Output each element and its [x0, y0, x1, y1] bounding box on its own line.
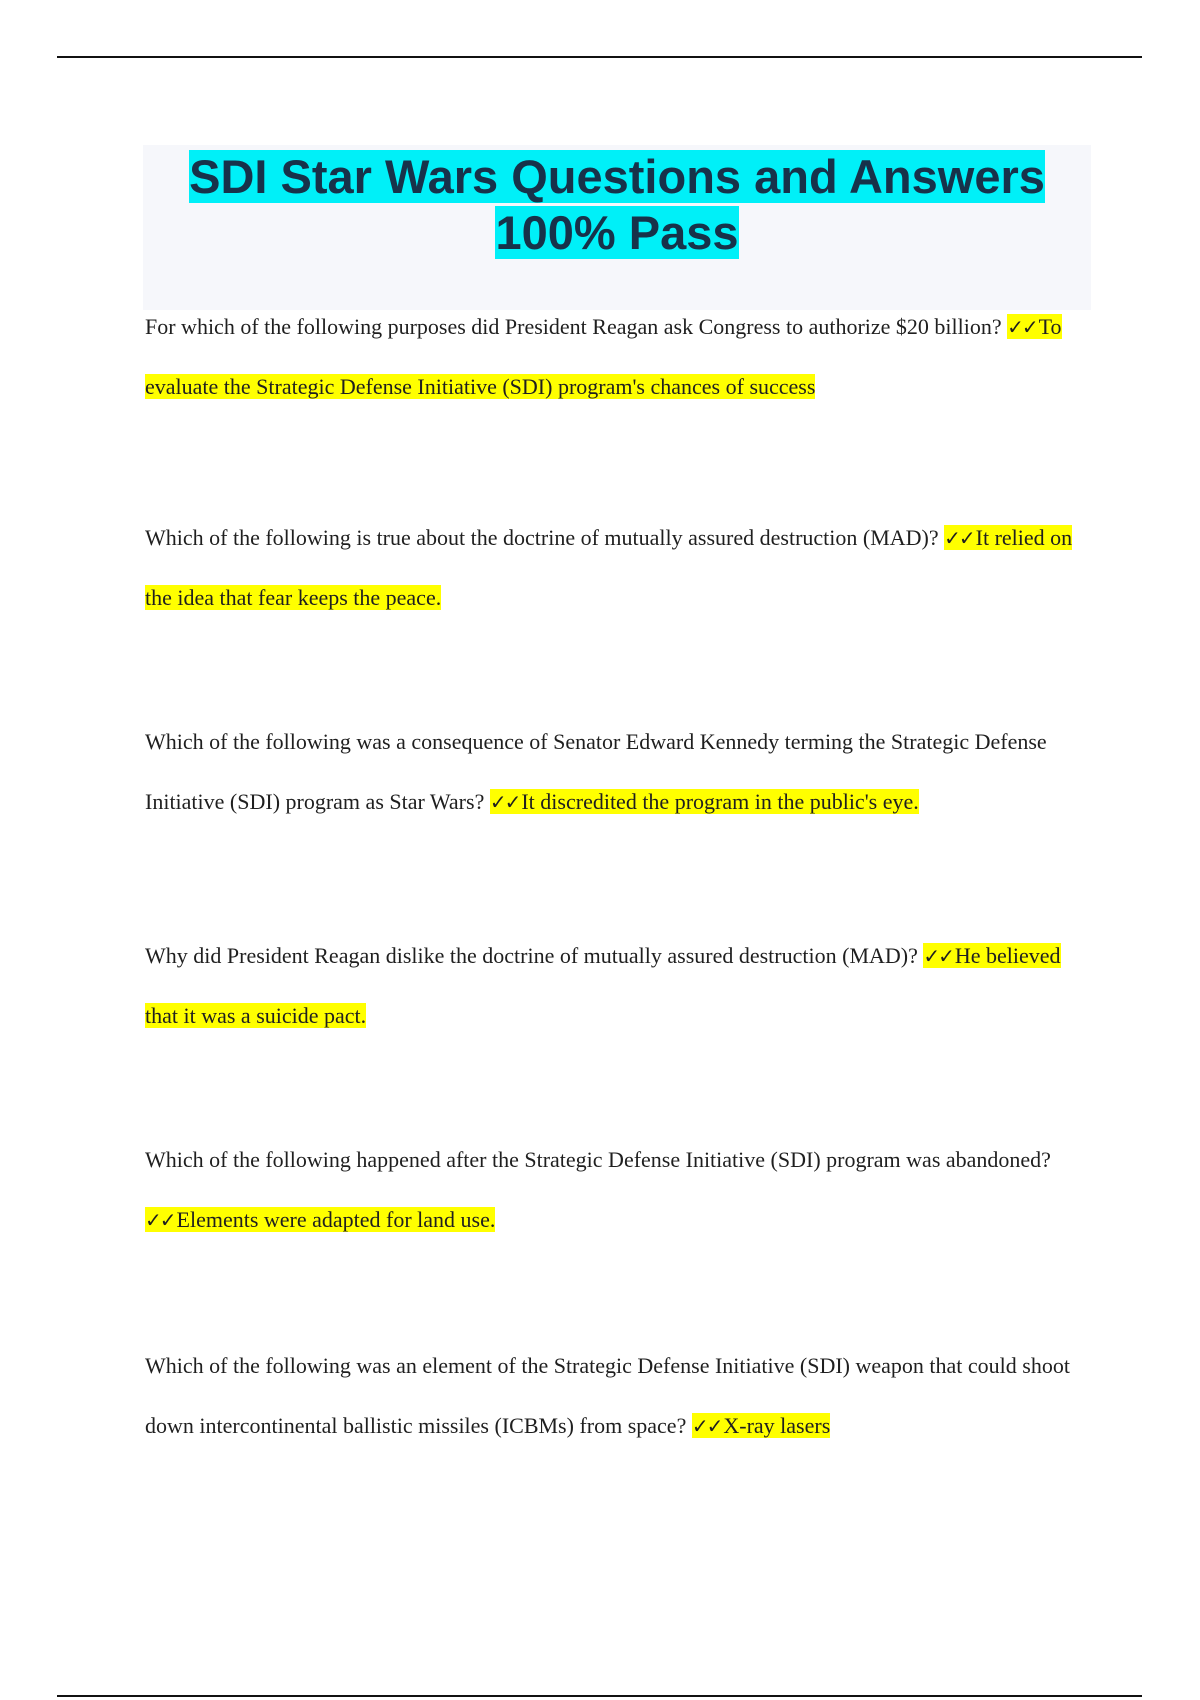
check-icon: ✓✓	[923, 944, 953, 968]
answer-text: ✓✓It relied on the idea that fear keeps the peace.	[145, 525, 1073, 610]
qa-item-5	[145, 1130, 1095, 1250]
title-line-2: 100% Pass	[495, 206, 739, 259]
question-text: Which of the following is true about the doctrine of mutually assured destruction (MAD)?	[145, 525, 939, 550]
bottom-rule	[57, 1695, 1142, 1697]
answer-text: ✓✓He believed that it was a suicide pact.	[145, 943, 1061, 1028]
qa-item-2	[145, 508, 1095, 628]
answer-text: ✓✓Elements were adapted for land use.	[145, 1207, 496, 1232]
check-icon: ✓✓	[691, 1414, 722, 1438]
answer-text: ✓✓It discredited the program in the public's eye.	[489, 789, 919, 814]
qa-item-3	[145, 712, 1095, 832]
title-block	[143, 145, 1091, 310]
qa-item-4	[145, 926, 1095, 1046]
question-text: Which of the following happened after the Strategic Defense Initiative (SDI) program was abandoned?	[145, 1147, 1051, 1172]
check-icon: ✓✓	[489, 790, 520, 814]
document-title	[143, 145, 1091, 261]
question-text: For which of the following purposes did President Reagan ask Congress to authorize $20 billion?	[145, 314, 1002, 339]
title-line-1: SDI Star Wars Questions and Answers	[189, 150, 1045, 203]
check-icon: ✓✓	[145, 1208, 175, 1232]
check-icon: ✓✓	[944, 526, 974, 550]
top-rule	[57, 56, 1142, 58]
qa-item-1	[145, 297, 1095, 417]
answer-text: ✓✓To evaluate the Strategic Defense Initiative (SDI) program's chances of success	[145, 314, 1062, 399]
qa-item-6	[145, 1336, 1095, 1456]
check-icon: ✓✓	[1007, 315, 1037, 339]
answer-text: ✓✓X-ray lasers	[691, 1413, 831, 1438]
question-text: Which of the following was a consequence of Senator Edward Kennedy terming the Strategic Defense Initiative (SDI) program as Star Wars?	[145, 729, 1047, 814]
question-text: Which of the following was an element of the Strategic Defense Initiative (SDI) weapon that could shoot down intercontinental ballistic missiles (ICBMs) from space?	[145, 1353, 1070, 1438]
question-text: Why did President Reagan dislike the doctrine of mutually assured destruction (MAD)?	[145, 943, 918, 968]
